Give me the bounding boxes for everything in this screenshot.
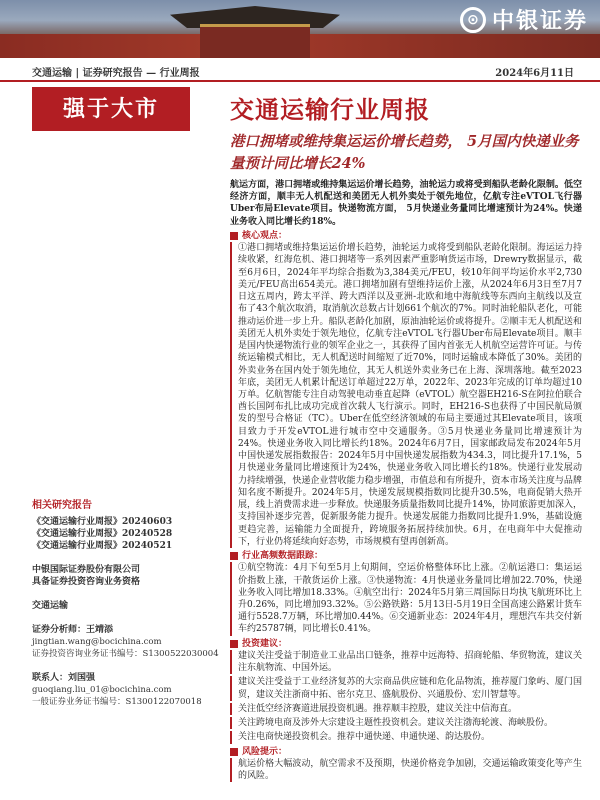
section-heading-invest: 投资建议： [230, 638, 582, 650]
main-content [230, 179, 582, 784]
related-report-item[interactable]: 《交通运输行业周报》20240521 [32, 541, 173, 551]
report-date: 2024年6月11日 [495, 68, 574, 79]
tracking-paragraph: ①航空物流：4月下旬至5月上旬期间，空运价格整体环比上涨。②航运港口：集运运价指数上涨，干散货运价上涨。③快递物流：4月快递业务量同比增加22.70%，快递业务收入同比增加18.33%。④航空出行：2024年5月第三周国际日均执飞航班环比上升0.26%，同比增加93.32%。⑤公路铁路：5月13日-5月19日全国高速公路累计货车通行5528.7万辆，环比增加0.44%。⑥交通新业态：2024年4月，理想汽车共交付新车约25787辆，同比增长0.41%。 [230, 562, 582, 635]
page-title: 交通运输行业周报 [230, 95, 430, 124]
logo-icon: ⊙ [460, 7, 486, 33]
related-report-item[interactable]: 《交通运输行业周报》20240528 [32, 529, 173, 539]
core-paragraph: ①港口拥堵或维持集运运价增长趋势，油轮运力或将受到船队老龄化限制。海运运力持续收紧，红海危机、港口拥堵等一系列因素严重影响货运市场，Drewry数据显示，截至6月6日，2024年平均综合指数为3,384美元/FEU，较10年间平均运价水平2,730美元/FEU高出654美元。港口拥堵加剧有望维持运价上涨，从2024年6月3日至7月7日这五周内，跨太平洋、跨大西洋以及亚洲-北欧和地中海航线等东西向主航线以及宣布了43个航次取消，取消航次总数占计划661个航次的7%。同时油轮船队老化，可能推动运价进一步上升。船队老龄化加剧，原油油轮运价或将提升。②顺丰无人机配送和美团无人机外卖处于领先地位，亿航专注eVTOL飞行器Uber布局Elevate项目。顺丰是国内快递物流行业的领军企业之一，其获得了国内首张无人机航空运营许可证。与传统运输模式相比，无人机配送时间缩短了近70%，同时运输成本降低了30%。美团的外卖业务在国内处于领先地位，其无人机送外卖业务已在上海、深圳落地。截至2023年底，美团无人机累计配送订单超过22万单，2022年、2023年完成的订单均超过10万单。亿航智能专注自动驾驶电动垂直起降（eVTOL）航空器EH216-S在阿拉伯联合酋长国阿布扎比成功完成首次载人飞行演示。同时，EH216-S也获得了中国民航局颁发的型号合格证（TC）。Uber在低空经济领域的布局主要通过其Elevate项目，该项目致力于开发eVTOL进行城市空中交通服务。③5月快递业务量同比增速预计为24%。快递业务收入同比增长约18%。2024年6月7日，国家邮政局发布2024年5月中国快递发展指数报告：2024年5月中国快递发展指数为434.3，同比提升17.1%，5月快递业务量同比增速预计为24%，快递业务收入同比增长约18%。快递行业发展动力持续增强，快递企业营收能力稳步增强，市值总和有所提升，资本市场关注度与品牌知名度不断提升。2024年5月，快递发展规模指数同比提升30.5%，电商促销大热开展，线上消费需求进一步释放。快递服务质量指数同比提升14%，协同旅游更加深入，支持国补逐步完善，促新服务能力提升。快递发展能力指数同比提升1.9%，基础设施更趋完善，运输能力全面提升，跨境服务拓展持续加快。6月，在电商年中大促推动下，行业仍将延续向好态势，市场规模有望再创新高。 [230, 242, 582, 548]
invest-item: 建议关注受益于工业经济复苏的大宗商品供应链和危化品物流，推荐厦门象屿、厦门国贸，建议关注浙商中拓、密尔克卫、盛航股份、兴通股份、宏川智慧等。 [230, 676, 582, 700]
firm-qualification: 具备证券投资咨询业务资格 [32, 577, 141, 587]
section-marker-icon [230, 552, 238, 560]
intro-paragraph: 航运方面，港口拥堵或维持集运运价增长趋势，油轮运力或将受到船队老龄化限制。低空经济方面，顺丰无人机配送和美团无人机外卖处于领先地位，亿航专注eVTOL飞行器Uber布局Elevate项目。快递物流方面， 5月快递业务量同比增速预计为24%。快递业务收入同比增长约18%。 [230, 180, 582, 227]
firm-name: 中银国际证券股份有限公司 [32, 565, 141, 575]
invest-item: 关注低空经济赛道进展投资机遇。推荐顺丰控股，建议关注中信海直。 [230, 703, 582, 715]
related-report-item[interactable]: 《交通运输行业周报》20240603 [32, 517, 173, 527]
invest-item: 关注电商快递投资机会。推荐中通快递、申通快递、韵达股份。 [230, 731, 582, 743]
report-category: 交通运输 | 证券研究报告 — 行业周报 [32, 68, 200, 79]
rating-badge: 强于大市 [32, 87, 190, 131]
analyst-1-email[interactable]: jingtian.wang@bocichina.com [32, 637, 162, 647]
section-marker-icon [230, 232, 238, 240]
analyst-2-cert: 一般证券业务证书编号：S1300122070018 [32, 697, 202, 707]
report-subheader [0, 58, 600, 82]
related-reports-heading: 相关研究报告 [32, 500, 92, 511]
brand-logo [460, 4, 588, 35]
page-subtitle: 港口拥堵或维持集运运价增长趋势， 5月国内快递业务量预计同比增长24% [230, 133, 579, 172]
brand-name: 中银证券 [491, 9, 588, 34]
invest-item: 关注跨境电商及涉外大宗建设主题性投资机会。建议关注渤海轮渡、海峡股份。 [230, 717, 582, 729]
analyst-1-cert: 证券投资咨询业务证书编号：S1300522030004 [32, 649, 219, 659]
invest-item: 建议关注受益于制造业工业品出口链条，推荐中远海特、招商轮船、华贸物流，建议关注东航物流、中国外运。 [230, 650, 582, 674]
section-heading-risk: 风险提示： [230, 746, 582, 758]
header-banner [0, 0, 600, 58]
sidebar [32, 500, 232, 708]
section-heading-tracking: 行业高频数据跟踪： [230, 550, 582, 562]
section-marker-icon [230, 640, 238, 648]
analyst-2-name: 联系人：刘国强 [32, 673, 96, 683]
analyst-1-name: 证券分析师：王靖添 [32, 625, 114, 635]
banner-gate [200, 24, 310, 58]
sector-name: 交通运输 [32, 601, 69, 611]
analyst-2-email[interactable]: guoqiang.liu_01@bocichina.com [32, 685, 172, 695]
section-marker-icon [230, 748, 238, 756]
section-heading-core: 核心观点： [230, 230, 582, 242]
risk-paragraph: 航运价格大幅波动，航空需求不及预期，快递价格竞争加剧，交通运输政策变化等产生的风险。 [230, 758, 582, 782]
